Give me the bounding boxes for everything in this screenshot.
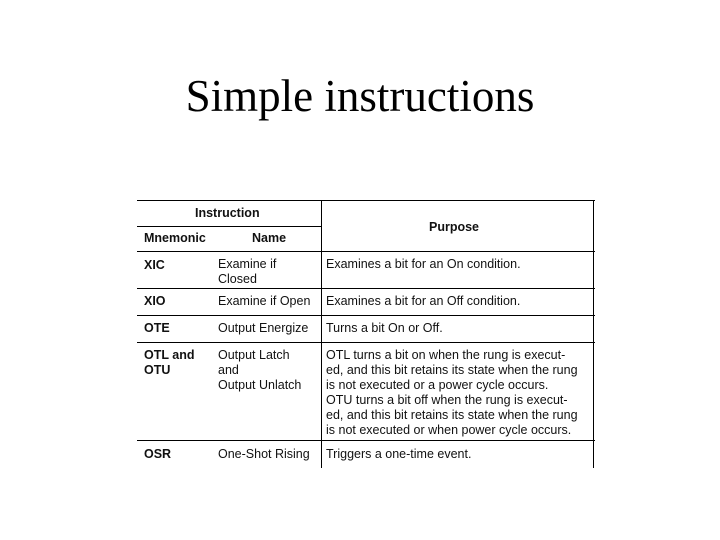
name-cell: Output Unlatch (218, 378, 302, 392)
mnemonic-cell: OTE (144, 321, 170, 335)
table-top-rule (137, 200, 595, 201)
purpose-cell: ed, and this bit retains its state when the rung (326, 363, 578, 377)
name-cell: Examine if Open (218, 294, 311, 308)
row-divider (137, 440, 595, 441)
instruction-group-header: Instruction (195, 206, 260, 220)
name-cell: Output Energize (218, 321, 309, 335)
column-divider (321, 200, 322, 468)
purpose-cell: OTL turns a bit on when the rung is execut- (326, 348, 566, 362)
purpose-cell: Examines a bit for an On condition. (326, 257, 521, 271)
purpose-cell: Triggers a one-time event. (326, 447, 472, 461)
purpose-cell: Turns a bit On or Off. (326, 321, 443, 335)
purpose-cell: ed, and this bit retains its state when the rung (326, 408, 578, 422)
row-divider (137, 288, 595, 289)
name-cell: Examine if (218, 257, 277, 271)
row-divider (137, 342, 595, 343)
purpose-cell: is not executed or when power cycle occurs. (326, 423, 572, 437)
mnemonic-cell: OTU (144, 363, 171, 377)
header-bottom-rule (137, 251, 595, 252)
row-divider (137, 315, 595, 316)
header-divider-rule (137, 226, 321, 227)
table-right-border (593, 200, 594, 468)
purpose-cell: Examines a bit for an Off condition. (326, 294, 521, 308)
name-cell: One-Shot Rising (218, 447, 310, 461)
slide-title: Simple instructions (185, 71, 535, 121)
mnemonic-cell: OTL and (144, 348, 195, 362)
mnemonic-cell: OSR (144, 447, 172, 461)
mnemonic-cell: XIO (144, 294, 166, 308)
mnemonic-cell: XIC (144, 258, 165, 272)
name-cell: and (218, 363, 239, 377)
purpose-cell: is not executed or a power cycle occurs. (326, 378, 549, 392)
mnemonic-header: Mnemonic (144, 231, 206, 245)
purpose-cell: OTU turns a bit off when the rung is execut- (326, 393, 568, 407)
name-cell: Output Latch (218, 348, 290, 362)
purpose-header: Purpose (429, 220, 480, 234)
name-cell: Closed (218, 272, 257, 286)
name-header: Name (252, 231, 287, 245)
